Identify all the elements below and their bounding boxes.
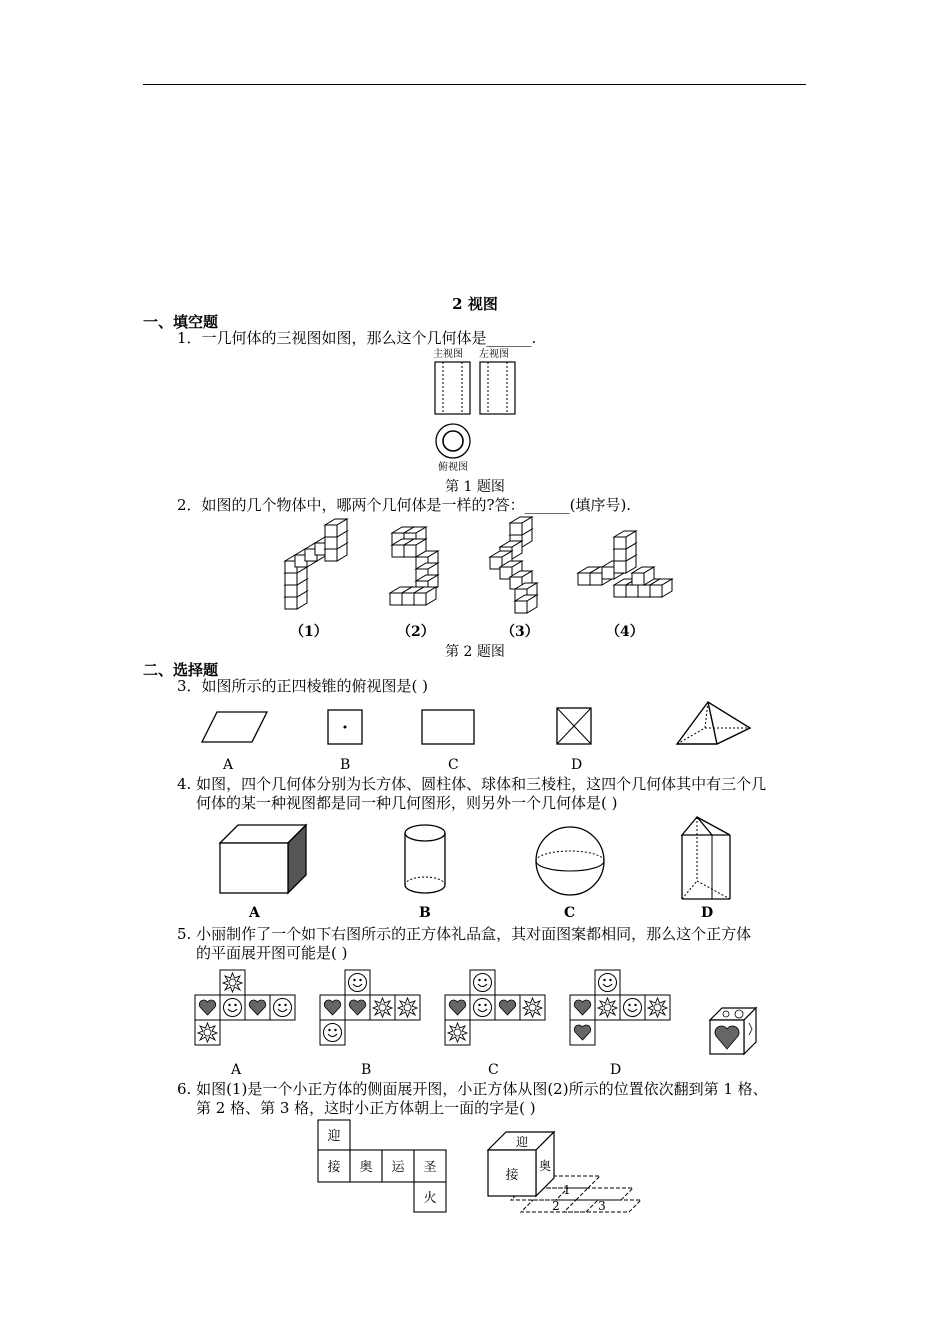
q5-net-b: [320, 970, 420, 1045]
q3-option-c: C: [448, 757, 459, 773]
q1-three-views: [428, 346, 528, 474]
q1-left-view: [480, 362, 515, 414]
q5-net-d: [570, 970, 670, 1045]
q5-net-a: [195, 970, 295, 1045]
q3-option-b: B: [340, 757, 351, 773]
question-5-line1: 5. 小丽制作了一个如下右图所示的正方体礼品盒，其对面图案都相同，那么这个正方体: [177, 925, 752, 943]
q3-pyramid: [677, 702, 750, 744]
q6-cube-top: 迎: [515, 1135, 529, 1149]
q5-option-b: B: [361, 1062, 372, 1078]
q6-cube-front: 接: [505, 1168, 519, 1183]
q4-sphere: [536, 827, 604, 895]
q3-figure-a: [202, 712, 267, 742]
q6-net-char-4: 运: [391, 1160, 405, 1175]
question-1: 1．一几何体的三视图如图，那么这个几何体是______.: [177, 329, 537, 347]
q2-figure-3: [490, 517, 537, 613]
q2-label-2: （2）: [397, 624, 435, 640]
q2-cube-figures: [270, 515, 680, 625]
header-rule: [143, 84, 806, 85]
q5-option-c: C: [488, 1062, 499, 1078]
q6-grid-num-2: 2: [552, 1199, 560, 1213]
q3-option-a: A: [223, 757, 234, 773]
q3-figure-c: [422, 710, 474, 744]
section-fill-blank: 一、填空题: [143, 313, 219, 331]
q2-figure-4: [578, 531, 672, 597]
q6-grid-num-1: 1: [563, 1183, 571, 1197]
q1-front-label: 主视图: [433, 349, 463, 360]
q6-cube-side: 奥: [538, 1159, 552, 1173]
q3-options-figures: [195, 700, 755, 752]
q6-net-char-6: 火: [423, 1191, 437, 1206]
q2-caption: 第 2 题图: [445, 644, 505, 660]
q5-net-c: [445, 970, 545, 1045]
q4-option-c: C: [564, 905, 576, 921]
q6-grid-num-3: 3: [598, 1199, 606, 1213]
q1-top-view: [436, 424, 470, 458]
question-5-line2: 的平面展开图可能是( ): [196, 944, 348, 962]
q1-left-label: 左视图: [479, 349, 509, 360]
q5-gift-box: [710, 1008, 756, 1054]
q6-net-char-3: 奥: [359, 1160, 373, 1175]
q5-option-a: A: [231, 1062, 242, 1078]
q6-net-char-2: 接: [327, 1160, 341, 1175]
q5-option-d: D: [610, 1062, 622, 1078]
q4-option-a: A: [249, 905, 260, 921]
q4-option-b: B: [419, 905, 431, 921]
q2-figure-2: [390, 527, 438, 605]
q4-solids: [210, 815, 750, 905]
q4-option-d: D: [701, 905, 714, 921]
q2-label-4: （4）: [606, 624, 644, 640]
q5-cube-nets: [190, 965, 770, 1065]
question-4-line1: 4. 如图，四个几何体分别为长方体、圆柱体、球体和三棱柱，这四个几何体其中有三个几: [177, 775, 767, 793]
q1-caption: 第 1 题图: [445, 479, 505, 495]
question-4-line2: 何体的某一种视图都是同一种几何图形，则另外一个几何体是( ): [196, 794, 618, 812]
section-choice: 二、选择题: [143, 661, 219, 679]
q6-net-char-5: 圣: [423, 1160, 437, 1175]
q2-figure-1: [285, 519, 347, 609]
q3-figure-d: [557, 708, 591, 744]
q2-label-3: （3）: [501, 624, 539, 640]
q4-cylinder: [405, 825, 445, 893]
q6-figures: [310, 1118, 650, 1218]
q4-cuboid: [220, 825, 306, 893]
q1-front-view: [435, 362, 470, 414]
page-title: 2 视图: [452, 295, 498, 313]
q6-net-char-1: 迎: [327, 1129, 341, 1144]
q3-option-d: D: [571, 757, 583, 773]
q1-top-label: 俯视图: [438, 462, 468, 473]
question-6-line2: 第 2 格、第 3 格，这时小正方体朝上一面的字是( ): [196, 1099, 536, 1117]
question-6-line1: 6. 如图(1)是一个小正方体的侧面展开图，小正方体从图(2)所示的位置依次翻到第 1 格、: [177, 1080, 768, 1098]
question-2: 2．如图的几个物体中，哪两个几何体是一样的?答：______(填序号).: [177, 496, 632, 514]
q2-label-1: （1）: [290, 624, 328, 640]
question-3: 3．如图所示的正四棱锥的俯视图是( ): [177, 677, 429, 695]
q4-prism: [682, 817, 730, 899]
